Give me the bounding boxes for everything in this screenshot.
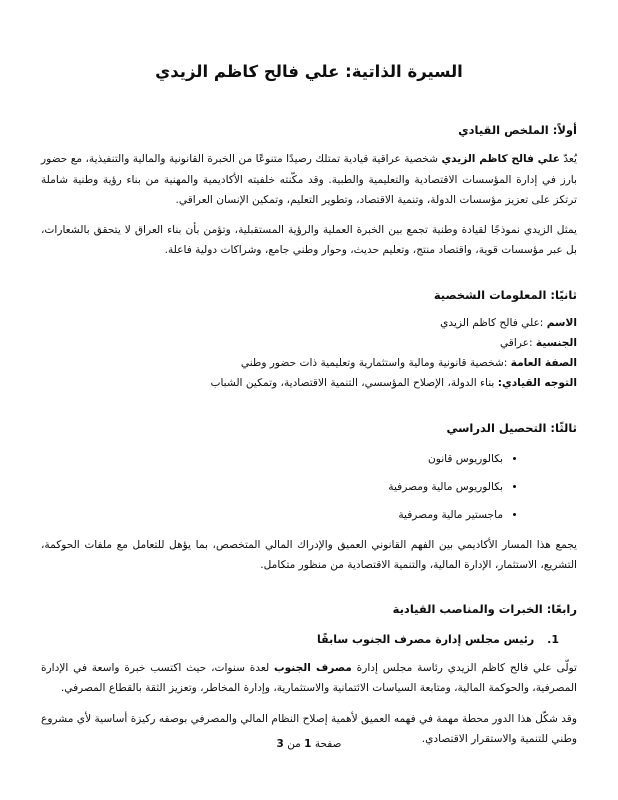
experience-item-number: 1. xyxy=(547,632,559,646)
paragraph-text: شخصية عراقية قيادية تمتلك رصيدًا متنوعًا من الخبرة القانونية والمالية والتنفيذية، مع حضور بارز في إدارة المؤسسات الاقتصادية والتعليمية والطبية. وقد مكّنته خلفيته الأكاديمية والمهنية من بناء رؤية وطنية شاملة ترتكز على تعزيز مؤسسات الدولة، وتنمية الاقتصاد، وتطوير التعليم، وتمكين الإنسان العراقي. xyxy=(41,153,577,206)
paragraph-text: لعدة سنوات، حيث اكتسب خبرة واسعة في الإدارة المصرفية، والحوكمة المالية، ومتابعة السياسات الائتمانية والاستثمارية، وإدارة المخاطر، وتعزيز الثقة بالقطاع المصرفي. xyxy=(41,662,577,695)
personal-info-block xyxy=(41,314,577,394)
education-item: • ماجستير مالية ومصرفية xyxy=(41,507,503,524)
info-value: :علي فالح كاظم الزيدي xyxy=(440,317,547,330)
info-line-name xyxy=(41,314,577,334)
paragraph-leadership-vision: يمثل الزيدي نموذجًا لقيادة وطنية تجمع بين الخبرة العملية والرؤية المستقبلية، وتؤمن بأن بناء العراق لا يتحقق بالشعارات، بل عبر مؤسسات قوية، واقتصاد منتج، وتعليم حديث، وحوار وطني جامع، وشراكات دولية فاعلة. xyxy=(41,224,577,257)
info-line-nationality xyxy=(41,334,577,354)
info-value: :عراقي xyxy=(499,336,536,349)
education-list xyxy=(41,451,519,524)
info-label: الصفة العامة xyxy=(510,356,577,369)
person-name-bold: علي فالح كاظم الزيدي xyxy=(441,153,560,166)
document-title: السيرة الذاتية: علي فالح كاظم الزيدي xyxy=(155,62,463,81)
section-heading-leadership-summary: أولاً: الملخص القيادي xyxy=(458,122,577,137)
footer-total-pages-number: 3 xyxy=(276,738,284,750)
section-heading-education: ثالثًا: التحصيل الدراسي xyxy=(446,420,577,435)
section-heading-personal-info: ثانيًا: المعلومات الشخصية xyxy=(433,287,577,302)
info-line-general-attribute xyxy=(41,354,577,374)
bank-name-bold: مصرف الجنوب xyxy=(274,662,352,675)
education-item: • بكالوريوس قانون xyxy=(41,451,503,468)
footer-current-page-number: 1 xyxy=(304,738,312,750)
footer-word-page: صفحة xyxy=(314,738,342,750)
paragraph-leadership-intro xyxy=(41,149,577,210)
experience-item-title: رئيس مجلس إدارة مصرف الجنوب سابقًا xyxy=(317,632,535,646)
paragraph-bank-role-significance: وقد شكّل هذا الدور محطة مهمة في فهمه العميق لأهمية إصلاح النظام المالي والمصرفي بوصفه ركيزة أساسية لأي مشروع وطني للتنمية والاستقرار الاقتصادي. xyxy=(41,712,577,746)
info-value: :شخصية قانونية ومالية واستثمارية وتعليمية ذات حضور وطني xyxy=(240,356,511,369)
info-value: بناء الدولة، الإصلاح المؤسسي، التنمية الاقتصادية، وتمكين الشباب xyxy=(210,376,498,389)
page-footer xyxy=(0,738,618,750)
paragraph-text: تولّى علي فالح كاظم الزيدي رئاسة مجلس إدارة xyxy=(351,662,577,675)
paragraph-education-summary: يجمع هذا المسار الأكاديمي بين الفهم القانوني العميق والإدراك المالي المتخصص، بما يؤهل للتعامل مع ملفات الحوكمة، التشريع، الاستثمار، الإدارة المالية، والتنمية الاقتصادية من منظور متكامل. xyxy=(41,538,577,572)
info-label: التوجه القيادي: xyxy=(497,376,577,389)
info-line-leadership-orientation xyxy=(41,374,577,394)
footer-word-of: من xyxy=(287,738,301,750)
paragraph-bank-role xyxy=(41,658,577,699)
section-heading-experience: رابعًا: الخبرات والمناصب القيادية xyxy=(392,602,577,617)
experience-item-heading xyxy=(41,632,559,649)
info-label: الجنسية xyxy=(535,336,577,349)
paragraph-text: يُعدّ xyxy=(559,153,577,166)
info-label: الاسم xyxy=(546,317,577,330)
education-item: • بكالوريوس مالية ومصرفية xyxy=(41,479,503,496)
